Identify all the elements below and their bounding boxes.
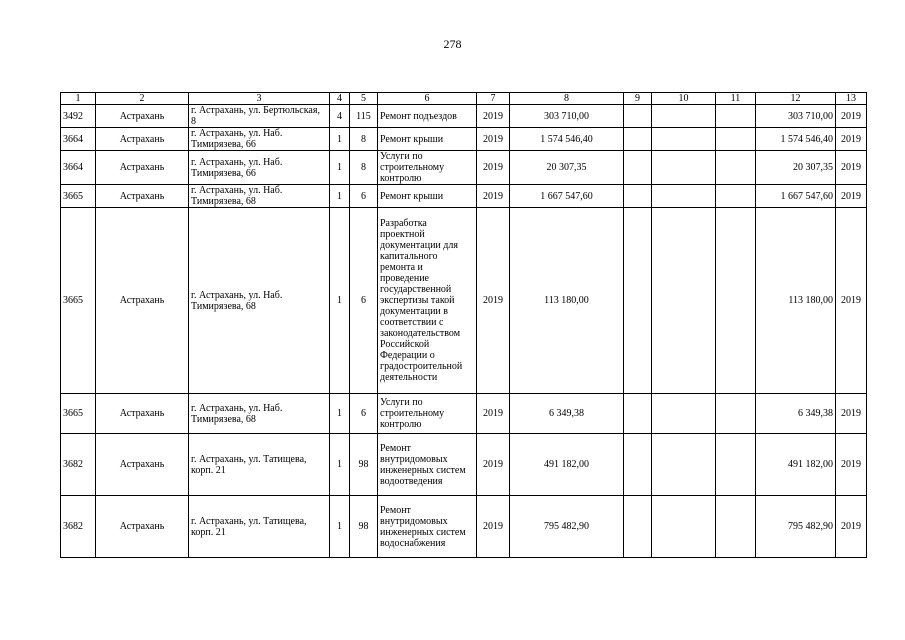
cell-col-7: 2019	[477, 208, 510, 394]
table-row	[61, 128, 867, 151]
cell-col-11	[716, 394, 756, 434]
cell-col-3: г. Астрахань, ул. Наб. Тимирязева, 68	[189, 185, 330, 208]
cell-col-7: 2019	[477, 394, 510, 434]
cell-col-6: Услуги по строительному контролю	[378, 394, 477, 434]
cell-col-6: Ремонт внутридомовых инженерных систем водоотведения	[378, 434, 477, 496]
column-number-10: 10	[652, 93, 716, 105]
cell-col-1: 3682	[61, 496, 96, 558]
cell-col-5: 8	[350, 151, 378, 185]
cell-col-8: 20 307,35	[510, 151, 624, 185]
cell-col-8: 303 710,00	[510, 105, 624, 128]
column-number-12: 12	[756, 93, 836, 105]
cell-col-6: Услуги по строительному контролю	[378, 151, 477, 185]
column-number-row	[61, 93, 867, 105]
cell-col-2: Астрахань	[96, 105, 189, 128]
table-row	[61, 496, 867, 558]
cell-col-7: 2019	[477, 434, 510, 496]
cell-col-8: 795 482,90	[510, 496, 624, 558]
column-number-13: 13	[836, 93, 867, 105]
page-number: 278	[443, 37, 462, 51]
cell-col-4: 4	[330, 105, 350, 128]
cell-col-2: Астрахань	[96, 394, 189, 434]
cell-col-3: г. Астрахань, ул. Наб. Тимирязева, 68	[189, 394, 330, 434]
cell-col-13: 2019	[836, 208, 867, 394]
column-number-6: 6	[378, 93, 477, 105]
cell-col-7: 2019	[477, 185, 510, 208]
cell-col-1: 3665	[61, 185, 96, 208]
column-number-2: 2	[96, 93, 189, 105]
cell-col-2: Астрахань	[96, 496, 189, 558]
cell-col-10	[652, 185, 716, 208]
cell-col-1: 3492	[61, 105, 96, 128]
cell-col-9	[624, 151, 652, 185]
cell-col-11	[716, 496, 756, 558]
cell-col-8: 491 182,00	[510, 434, 624, 496]
table-row	[61, 394, 867, 434]
cell-col-8: 6 349,38	[510, 394, 624, 434]
cell-col-9	[624, 394, 652, 434]
cell-col-6: Ремонт подъездов	[378, 105, 477, 128]
cell-col-2: Астрахань	[96, 208, 189, 394]
cell-col-10	[652, 434, 716, 496]
cell-col-10	[652, 496, 716, 558]
cell-col-1: 3682	[61, 434, 96, 496]
cell-col-6: Ремонт внутридомовых инженерных систем водоснабжения	[378, 496, 477, 558]
cell-col-8: 113 180,00	[510, 208, 624, 394]
cell-col-2: Астрахань	[96, 185, 189, 208]
cell-col-12: 1 574 546,40	[756, 128, 836, 151]
cell-col-5: 6	[350, 208, 378, 394]
cell-col-13: 2019	[836, 151, 867, 185]
cell-col-10	[652, 151, 716, 185]
cell-col-3: г. Астрахань, ул. Наб. Тимирязева, 68	[189, 208, 330, 394]
cell-col-11	[716, 151, 756, 185]
cell-col-3: г. Астрахань, ул. Наб. Тимирязева, 66	[189, 128, 330, 151]
cell-col-10	[652, 105, 716, 128]
cell-col-12: 491 182,00	[756, 434, 836, 496]
cell-col-12: 795 482,90	[756, 496, 836, 558]
cell-col-1: 3664	[61, 128, 96, 151]
cell-col-9	[624, 105, 652, 128]
cell-col-11	[716, 434, 756, 496]
cell-col-11	[716, 208, 756, 394]
cell-col-5: 98	[350, 434, 378, 496]
cell-col-13: 2019	[836, 105, 867, 128]
cell-col-13: 2019	[836, 496, 867, 558]
cell-col-9	[624, 128, 652, 151]
cell-col-10	[652, 394, 716, 434]
cell-col-3: г. Астрахань, ул. Татищева, корп. 21	[189, 434, 330, 496]
cell-col-12: 113 180,00	[756, 208, 836, 394]
table-row	[61, 185, 867, 208]
cell-col-7: 2019	[477, 151, 510, 185]
cell-col-4: 1	[330, 208, 350, 394]
cell-col-8: 1 574 546,40	[510, 128, 624, 151]
cell-col-4: 1	[330, 128, 350, 151]
cell-col-4: 1	[330, 434, 350, 496]
cell-col-12: 6 349,38	[756, 394, 836, 434]
cell-col-13: 2019	[836, 185, 867, 208]
cell-col-4: 1	[330, 496, 350, 558]
cell-col-5: 6	[350, 394, 378, 434]
column-number-9: 9	[624, 93, 652, 105]
cell-col-3: г. Астрахань, ул. Татищева, корп. 21	[189, 496, 330, 558]
cell-col-11	[716, 128, 756, 151]
cell-col-5: 115	[350, 105, 378, 128]
cell-col-5: 98	[350, 496, 378, 558]
cell-col-5: 6	[350, 185, 378, 208]
table-row	[61, 434, 867, 496]
cell-col-10	[652, 128, 716, 151]
cell-col-1: 3665	[61, 394, 96, 434]
cell-col-6: Разработка проектной документации для капитального ремонта и проведение государственной экспертизы такой документации в соответствии с законодательством Российской Федерации о градостроительной деятельности	[378, 208, 477, 394]
cell-col-4: 1	[330, 185, 350, 208]
cell-col-11	[716, 105, 756, 128]
cell-col-11	[716, 185, 756, 208]
cell-col-1: 3665	[61, 208, 96, 394]
cell-col-12: 1 667 547,60	[756, 185, 836, 208]
cell-col-3: г. Астрахань, ул. Наб. Тимирязева, 66	[189, 151, 330, 185]
cell-col-1: 3664	[61, 151, 96, 185]
cell-col-7: 2019	[477, 105, 510, 128]
cell-col-10	[652, 208, 716, 394]
column-number-5: 5	[350, 93, 378, 105]
table-row	[61, 208, 867, 394]
cell-col-8: 1 667 547,60	[510, 185, 624, 208]
cell-col-4: 1	[330, 394, 350, 434]
cell-col-3: г. Астрахань, ул. Бертюльская, 8	[189, 105, 330, 128]
column-number-8: 8	[510, 93, 624, 105]
cell-col-6: Ремонт крыши	[378, 128, 477, 151]
cell-col-7: 2019	[477, 128, 510, 151]
column-number-3: 3	[189, 93, 330, 105]
cell-col-4: 1	[330, 151, 350, 185]
cell-col-2: Астрахань	[96, 434, 189, 496]
cell-col-12: 20 307,35	[756, 151, 836, 185]
cell-col-7: 2019	[477, 496, 510, 558]
column-number-7: 7	[477, 93, 510, 105]
cell-col-5: 8	[350, 128, 378, 151]
column-number-1: 1	[61, 93, 96, 105]
cell-col-2: Астрахань	[96, 151, 189, 185]
cell-col-6: Ремонт крыши	[378, 185, 477, 208]
column-number-4: 4	[330, 93, 350, 105]
cell-col-13: 2019	[836, 128, 867, 151]
cell-col-13: 2019	[836, 434, 867, 496]
cell-col-2: Астрахань	[96, 128, 189, 151]
table-row	[61, 105, 867, 128]
cell-col-9	[624, 208, 652, 394]
cell-col-9	[624, 185, 652, 208]
cell-col-9	[624, 496, 652, 558]
column-number-11: 11	[716, 93, 756, 105]
cell-col-13: 2019	[836, 394, 867, 434]
works-table	[60, 92, 867, 558]
cell-col-9	[624, 434, 652, 496]
table-row	[61, 151, 867, 185]
cell-col-12: 303 710,00	[756, 105, 836, 128]
